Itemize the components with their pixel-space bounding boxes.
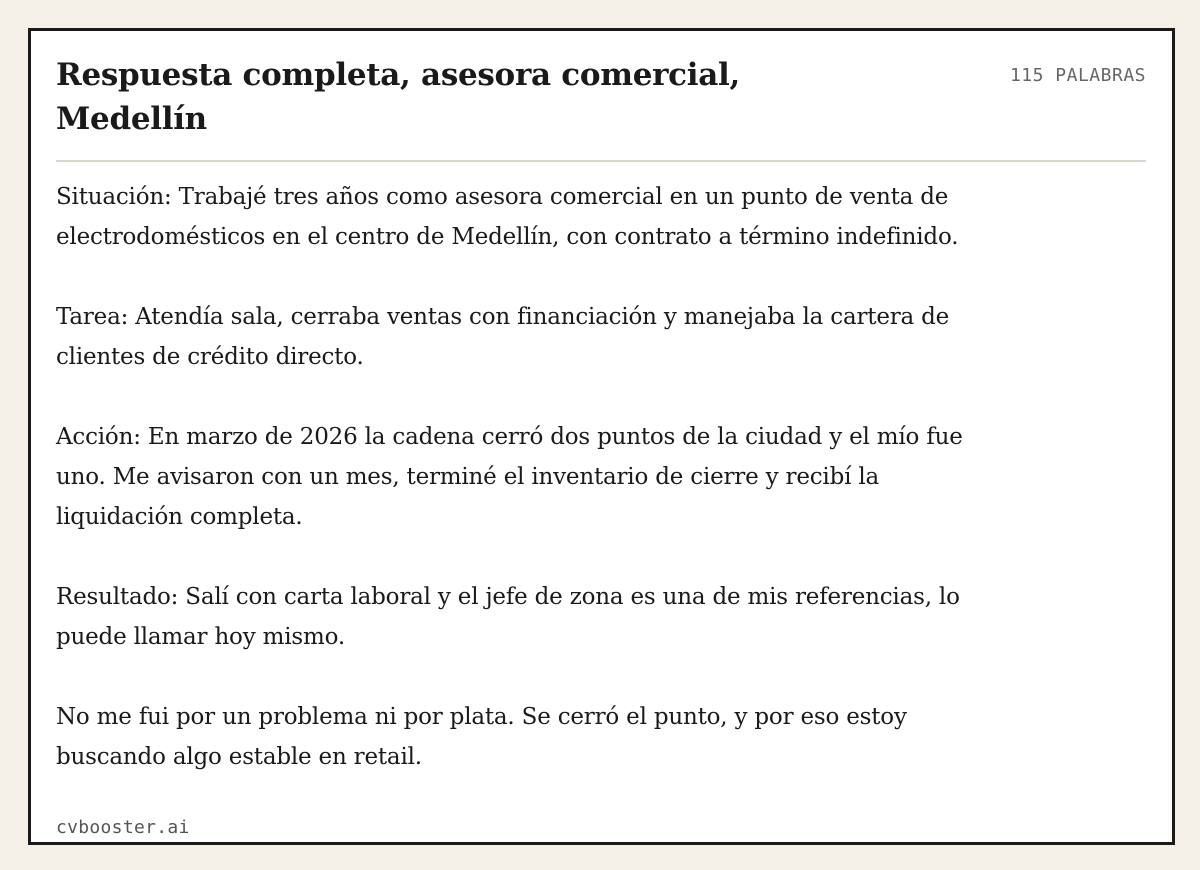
card-header	[56, 53, 1146, 141]
answer-body	[56, 177, 1006, 777]
paragraph-closing: No me fui por un problema ni por plata. Se cerró el punto, y por eso estoy buscando algo estable en retail.	[56, 704, 907, 770]
card-title: Respuesta completa, asesora comercial, Medellín	[56, 57, 740, 137]
paragraph-result: Resultado: Salí con carta laboral y el jefe de zona es una de mis referencias, lo puede llamar hoy mismo.	[56, 584, 960, 650]
answer-card	[28, 28, 1175, 845]
paragraph-situation: Situación: Trabajé tres años como asesora comercial en un punto de venta de electrodomésticos en el centro de Medellín, con contrato a término indefinido.	[56, 184, 959, 250]
paragraph-action: Acción: En marzo de 2026 la cadena cerró dos puntos de la ciudad y el mío fue uno. Me avisaron con un mes, terminé el inventario de cierre y recibí la liquidación completa.	[56, 424, 963, 530]
brand-footer: cvbooster.ai	[56, 817, 190, 838]
header-divider	[56, 160, 1146, 162]
word-count-label: 115 PALABRAS	[1009, 65, 1146, 86]
paragraph-task: Tarea: Atendía sala, cerraba ventas con financiación y manejaba la cartera de clientes de crédito directo.	[56, 304, 950, 370]
